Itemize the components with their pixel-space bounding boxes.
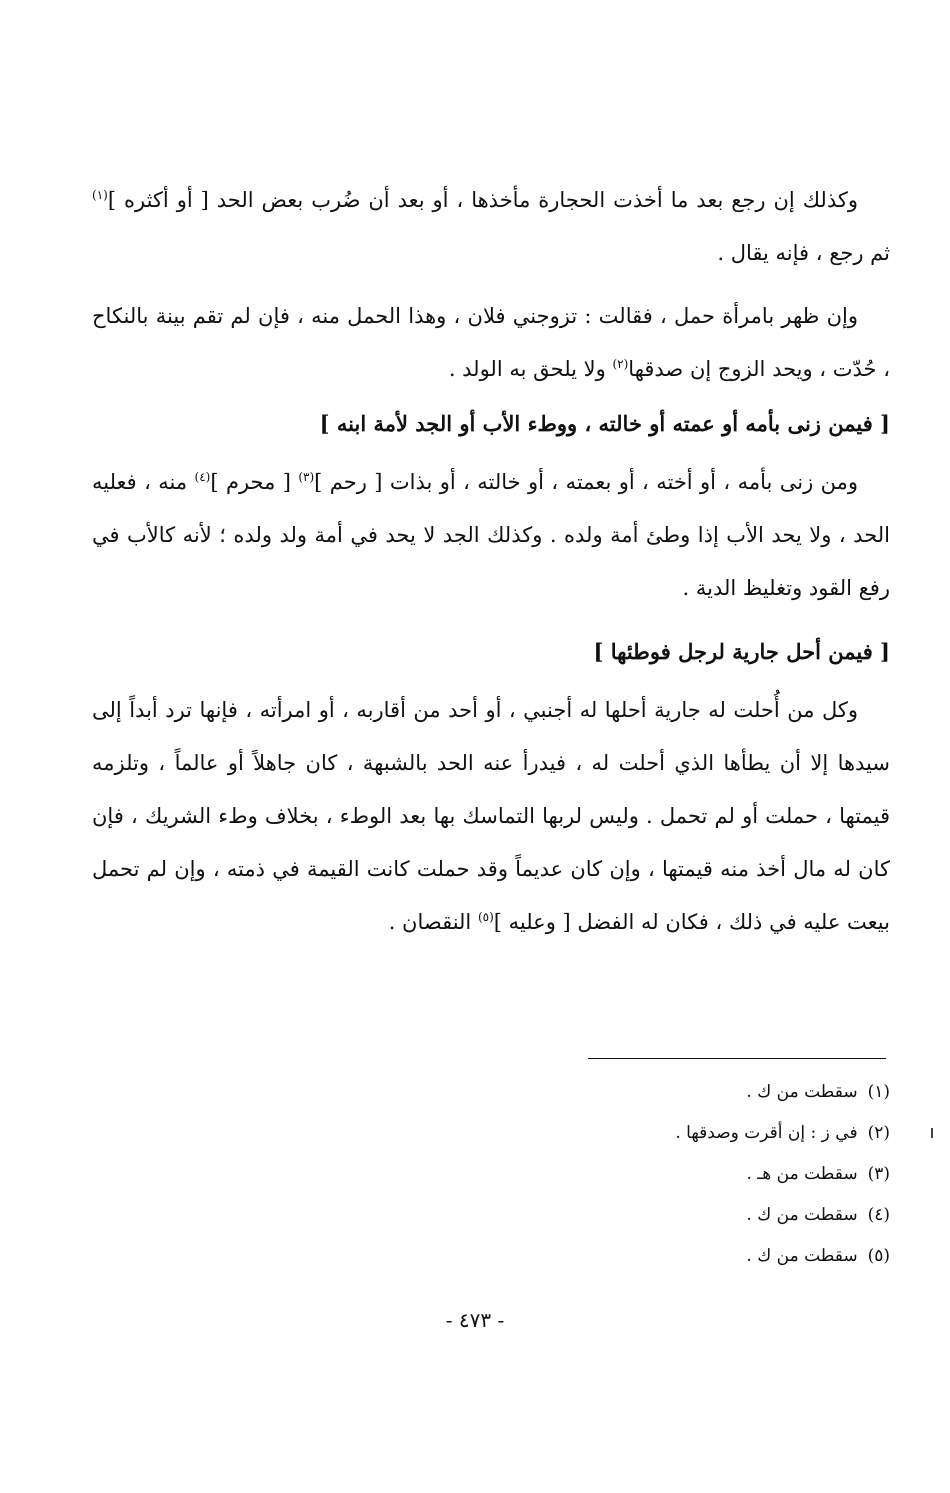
footnote-text: في ز : إن أقرت وصدقها . — [675, 1123, 858, 1143]
paragraph-1 — [92, 174, 890, 280]
footnote-item — [390, 1154, 890, 1195]
paragraph-text: وإن ظهر بامرأة حمل ، فقالت : تزوجني فلان ، وهذا الحمل منه ، فإن لم تقم بينة بالنكاح ، حُدّت ، ويحد الزوج إن صدقها — [92, 304, 890, 381]
footnote-number: (١) — [867, 1082, 890, 1102]
footnote-text: سقطت من هـ . — [746, 1164, 858, 1184]
footnote-text: سقطت من ك . — [746, 1205, 858, 1225]
footnote-ref: (٥) — [477, 910, 494, 924]
section-heading-2: [ فيمن أحل جارية لرجل فوطئها ] — [593, 639, 890, 664]
footnote-item — [390, 1113, 890, 1154]
footnote-number: (٢) — [867, 1123, 890, 1143]
main-text — [92, 397, 890, 450]
footnote-ref: (٤) — [194, 470, 211, 484]
footnote-ref: (٣) — [298, 470, 315, 484]
main-text — [92, 290, 890, 396]
footnotes — [390, 1072, 890, 1277]
footnote-item — [390, 1072, 890, 1113]
paragraph-text: ومن زنى بأمه ، أو أخته ، أو بعمته ، أو خالته ، أو بذات [ رحم ] — [314, 470, 858, 494]
footnote-ref: (٢) — [612, 357, 629, 371]
paragraph-text: ثم رجع ، فإنه يقال . — [717, 241, 890, 265]
main-text — [92, 456, 890, 615]
footnote-ref: (١) — [92, 188, 108, 202]
footnote-item — [390, 1195, 890, 1236]
footnote-separator — [588, 1058, 886, 1059]
paragraph-text: [ محرم ] — [210, 470, 299, 494]
main-text — [92, 684, 890, 949]
scan-artifact — [931, 1128, 933, 1138]
paragraph-text: وكذلك إن رجع بعد ما أخذت الحجارة مأخذها ، أو بعد أن ضُرب بعض الحد [ أو أكثره ] — [107, 188, 858, 212]
paragraph-text: النقصان . — [388, 910, 478, 934]
paragraph-text: منه ، فعليه الحد ، ولا يحد الأب إذا وطئ أمة ولده . وكذلك الجد لا يحد في أمة ولد ولده ؛ لأنه كالأب في رفع القود وتغليظ الدية . — [92, 470, 890, 600]
footnote-number: (٥) — [867, 1246, 890, 1266]
paragraph-3 — [92, 456, 890, 615]
footnote-item — [390, 1236, 890, 1277]
main-text — [92, 625, 890, 678]
footnote-text: سقطت من ك . — [746, 1082, 858, 1102]
paragraph-text: وكل من أُحلت له جارية أحلها له أجنبي ، أو أحد من أقاربه ، أو امرأته ، فإنها ترد أبداً إلى سيدها إلا أن يطأها الذي أحلت له ، فيدرأ عنه الحد بالشبهة ، كان جاهلاً أو عالماً ، وتلزمه قيمتها ، حملت أو لم تحمل . وليس لربها التماسك بها بعد الوطء ، بخلاف وطء الشريك ، فإن كان له مال أخذ منه قيمتها ، وإن كان عديماً وقد حملت كانت القيمة في ذمته ، وإن لم تحمل بيعت عليه في ذلك ، فكان له الفضل [ وعليه ] — [92, 698, 890, 934]
paragraph-text: ولا يلحق به الولد . — [448, 357, 613, 381]
footnote-number: (٤) — [867, 1205, 890, 1225]
main-text — [92, 174, 890, 280]
footnote-text: سقطت من ك . — [746, 1246, 858, 1266]
paragraph-2 — [92, 290, 890, 396]
paragraph-4 — [92, 684, 890, 949]
page-number: - ٤٧٣ - — [445, 1308, 505, 1332]
footnote-number: (٣) — [867, 1164, 890, 1184]
section-heading-1: [ فيمن زنى بأمه أو عمته أو خالته ، ووطء الأب أو الجد لأمة ابنه ] — [319, 411, 890, 436]
